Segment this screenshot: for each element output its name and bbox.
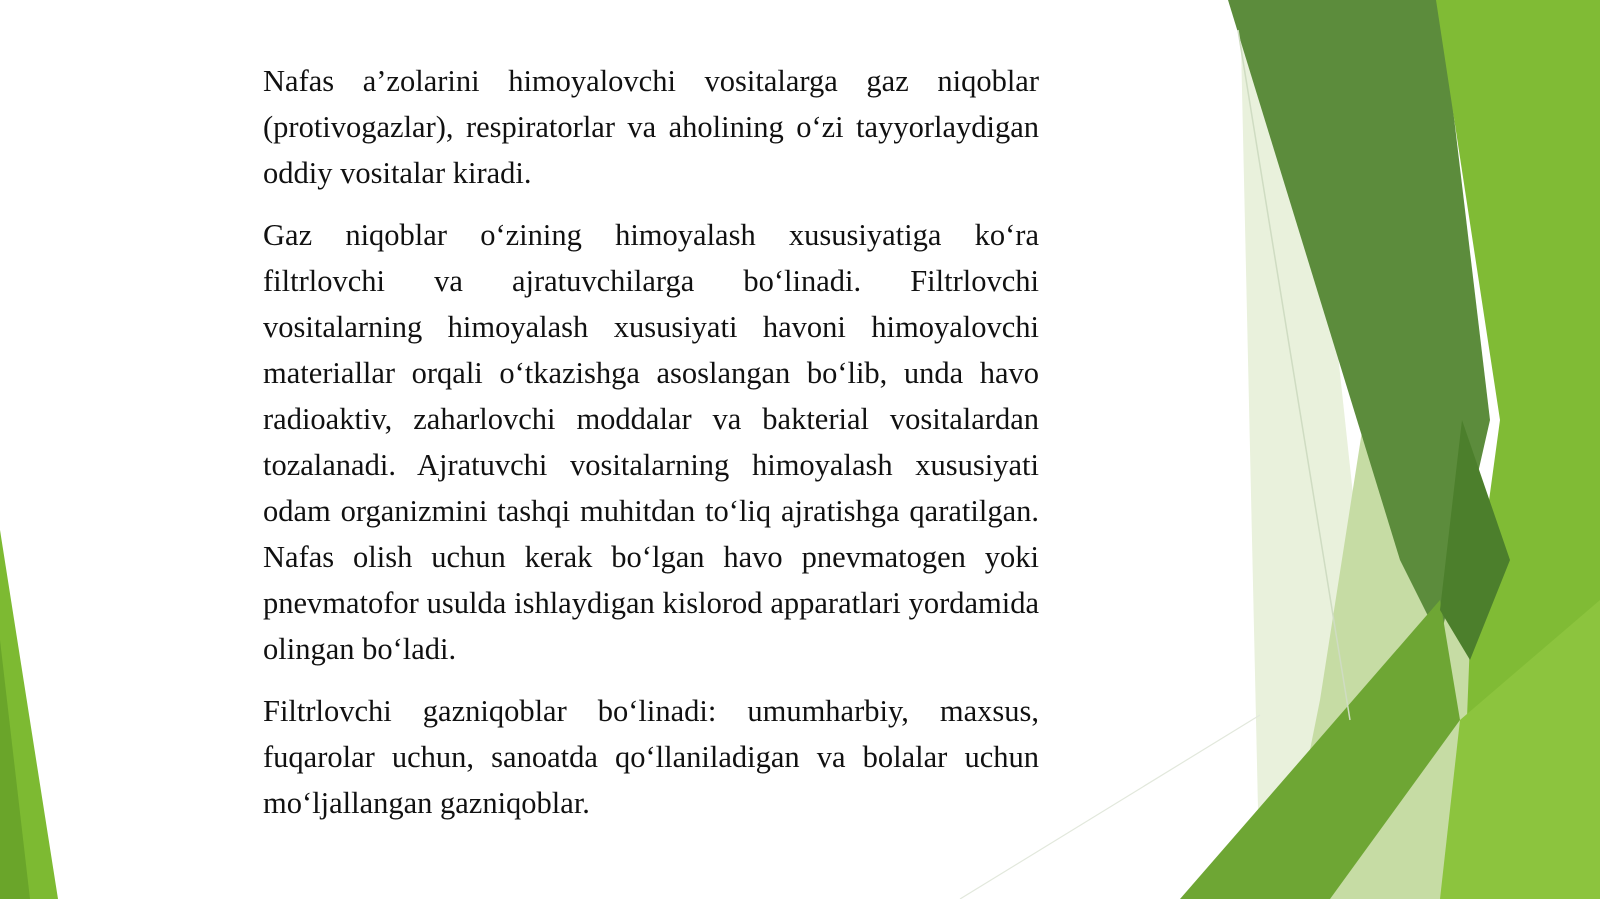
paragraph-3: Filtrlovchi gazniqoblar bo‘linadi: umumharbiy, maxsus, fuqarolar uchun, sanoatda qo‘llaniladigan va bolalar uchun mo‘ljallangan gazniqoblar. [263,694,1039,820]
paragraph-1: Nafas a’zolarini himoyalovchi vositalarga gaz niqoblar (protivogazlar), respiratorlar va aholining o‘zi tayyorlaydigan oddiy vositalar kiradi. [263,64,1039,190]
paragraph-2: Gaz niqoblar o‘zining himoyalash xususiyatiga ko‘ra filtrlovchi va ajratuvchilarga bo‘linadi. Filtrlovchi vositalarning himoyalash xususiyati havoni himoyalovchi materiallar orqali o‘tkazishga asoslangan bo‘lib, unda havo radioaktiv, zaharlovchi moddalar va bakterial vositalardan tozalanadi. Ajratuvchi vositalarning himoyalash xususiyati odam organizmini tashqi muhitdan to‘liq ajratishga qaratilgan. Nafas olish uchun kerak bo‘lgan havo pnevmatogen yoki pnevmatofor usulda ishlaydigan kislorod apparatlari yordamida olingan bo‘ladi. [263,218,1039,666]
slide-body-text [263,58,1039,842]
